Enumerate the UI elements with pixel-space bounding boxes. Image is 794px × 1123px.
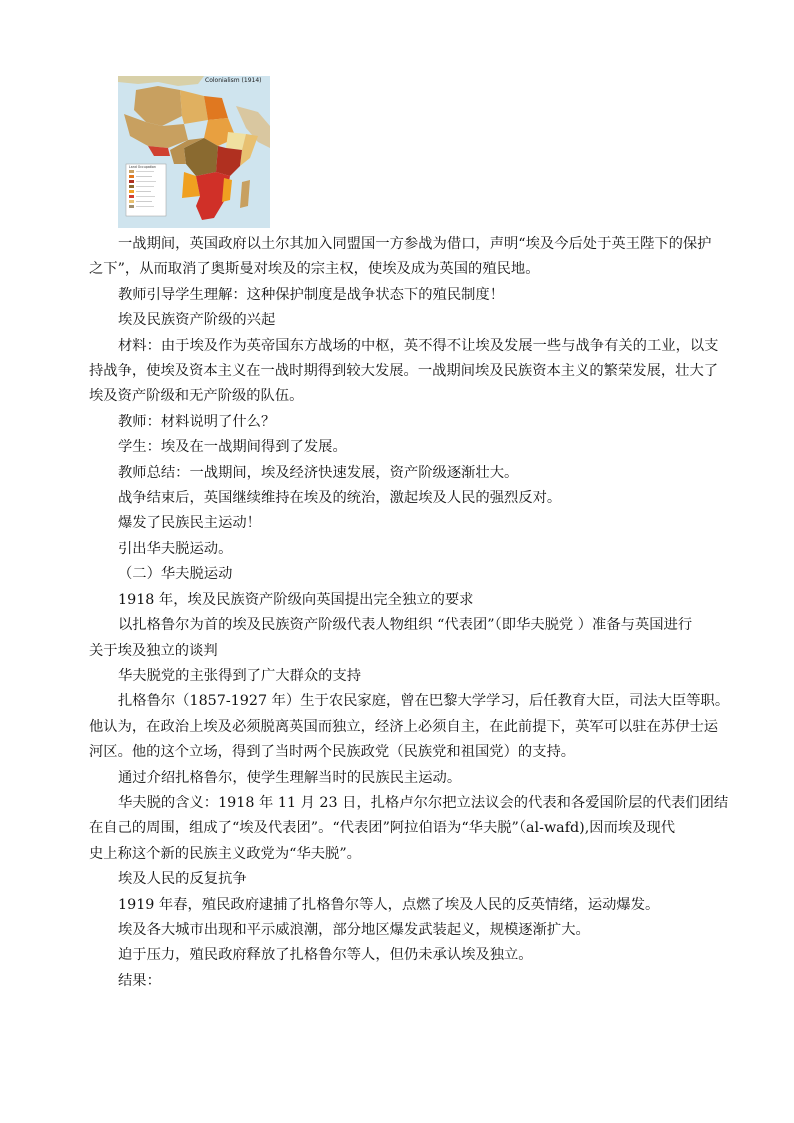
text-line: 爆发了民族民主运动！ (118, 515, 261, 532)
text-line: 持战争，使埃及资本主义在一战时期得到较大发展。一战期间埃及民族资本主义的繁荣发展，壮大了 (89, 363, 719, 380)
africa-colonialism-map (118, 76, 270, 228)
text-line: 教师引导学生理解：这种保护制度是战争状态下的殖民制度！ (118, 286, 505, 303)
paragraph (89, 689, 730, 765)
text-line: 战争结束后，英国继续维持在埃及的统治，激起埃及人民的强烈反对。 (118, 490, 562, 507)
text-line: 埃及民族资产阶级的兴起 (118, 312, 276, 329)
text-line: 1918 年，埃及民族资产阶级向英国提出完全独立的要求 (118, 591, 474, 608)
text-line: 迫于压力，殖民政府释放了扎格鲁尔等人，但仍未承认埃及独立。 (118, 947, 533, 964)
paragraph (118, 283, 708, 308)
paragraph (118, 435, 708, 460)
text-line: 通过介绍扎格鲁尔，使学生理解当时的民族民主运动。 (118, 769, 462, 786)
paragraph (118, 867, 708, 892)
paragraph (118, 766, 708, 791)
text-line: 他认为，在政治上埃及必须脱离英国而独立，经济上必须自主，在此前提下，英军可以驻在苏伊士运 (89, 718, 719, 735)
paragraph (118, 308, 708, 333)
text-line: 史上称这个新的民族主义政党为“华夫脱”。 (89, 845, 361, 862)
paragraph (118, 486, 708, 511)
paragraph (118, 410, 708, 435)
paragraph (89, 334, 719, 410)
africa-map-graphic (118, 76, 270, 228)
text-line: 华夫脱党的主张得到了广大群众的支持 (118, 667, 362, 684)
body-text (89, 232, 730, 994)
text-line: 之下”，从而取消了奥斯曼对埃及的宗主权，使埃及成为英国的殖民地。 (89, 261, 540, 278)
paragraph (118, 969, 708, 994)
paragraph (89, 232, 712, 283)
text-line: 埃及各大城市出现和平示威浪潮，部分地区爆发武装起义，规模逐渐扩大。 (118, 921, 590, 938)
text-line: 在自己的周围，组成了“埃及代表团”。“代表团”阿拉伯语为“华夫脱”（al-wafd),因而埃及现代 (89, 820, 676, 837)
text-line: 河区。他的这个立场，得到了当时两个民族政党（民族党和祖国党）的支持。 (89, 744, 576, 761)
text-line: 埃及人民的反复抗争 (118, 871, 247, 888)
text-line: 一战期间，英国政府以土尔其加入同盟国一方参战为借口，声明“埃及今后处于英王陛下的保护 (118, 236, 712, 252)
text-line: 关于埃及独立的谈判 (89, 642, 218, 659)
text-line: 材料：由于埃及作为英帝国东方战场的中枢，英不得不让埃及发展一些与战争有关的工业，以支 (118, 337, 719, 354)
text-line: 结果： (118, 972, 161, 989)
text-line: 教师总结：一战期间，埃及经济快速发展，资产阶级逐渐壮大。 (118, 464, 519, 481)
paragraph (89, 791, 729, 867)
legend-title: Land Occupation (129, 165, 156, 169)
text-line: 学生：埃及在一战期间得到了发展。 (118, 439, 347, 456)
text-line: 埃及资产阶级和无产阶级的队伍。 (89, 388, 304, 405)
text-line: 华夫脱的含义：1918 年 11 月 23 日，扎格卢尔尔把立法议会的代表和各爱国阶层的代表们团结 (118, 794, 729, 811)
paragraph (118, 664, 708, 689)
map-title: Colonialism (1914) (205, 77, 262, 84)
paragraph (89, 613, 708, 664)
paragraph (118, 893, 708, 918)
paragraph (118, 537, 708, 562)
paragraph (118, 461, 708, 486)
text-line: 教师：材料说明了什么？ (118, 413, 276, 430)
text-line: 引出华夫脱运动。 (118, 540, 233, 557)
paragraph (118, 918, 708, 943)
text-line: （二）华夫脱运动 (118, 566, 233, 583)
paragraph (118, 562, 708, 587)
text-line: 1919 年春，殖民政府逮捕了扎格鲁尔等人，点燃了埃及人民的反英情绪，运动爆发。 (118, 896, 660, 913)
paragraph (118, 943, 708, 968)
paragraph (118, 588, 708, 613)
paragraph (118, 511, 708, 536)
text-line: 以扎格鲁尔为首的埃及民族资产阶级代表人物组织 “代表团”（即华夫脱党 ）准备与英国进行 (118, 617, 693, 634)
text-line: 扎格鲁尔（1857-1927 年）生于农民家庭，曾在巴黎大学学习，后任教育大臣，司法大臣等职。 (118, 693, 730, 710)
